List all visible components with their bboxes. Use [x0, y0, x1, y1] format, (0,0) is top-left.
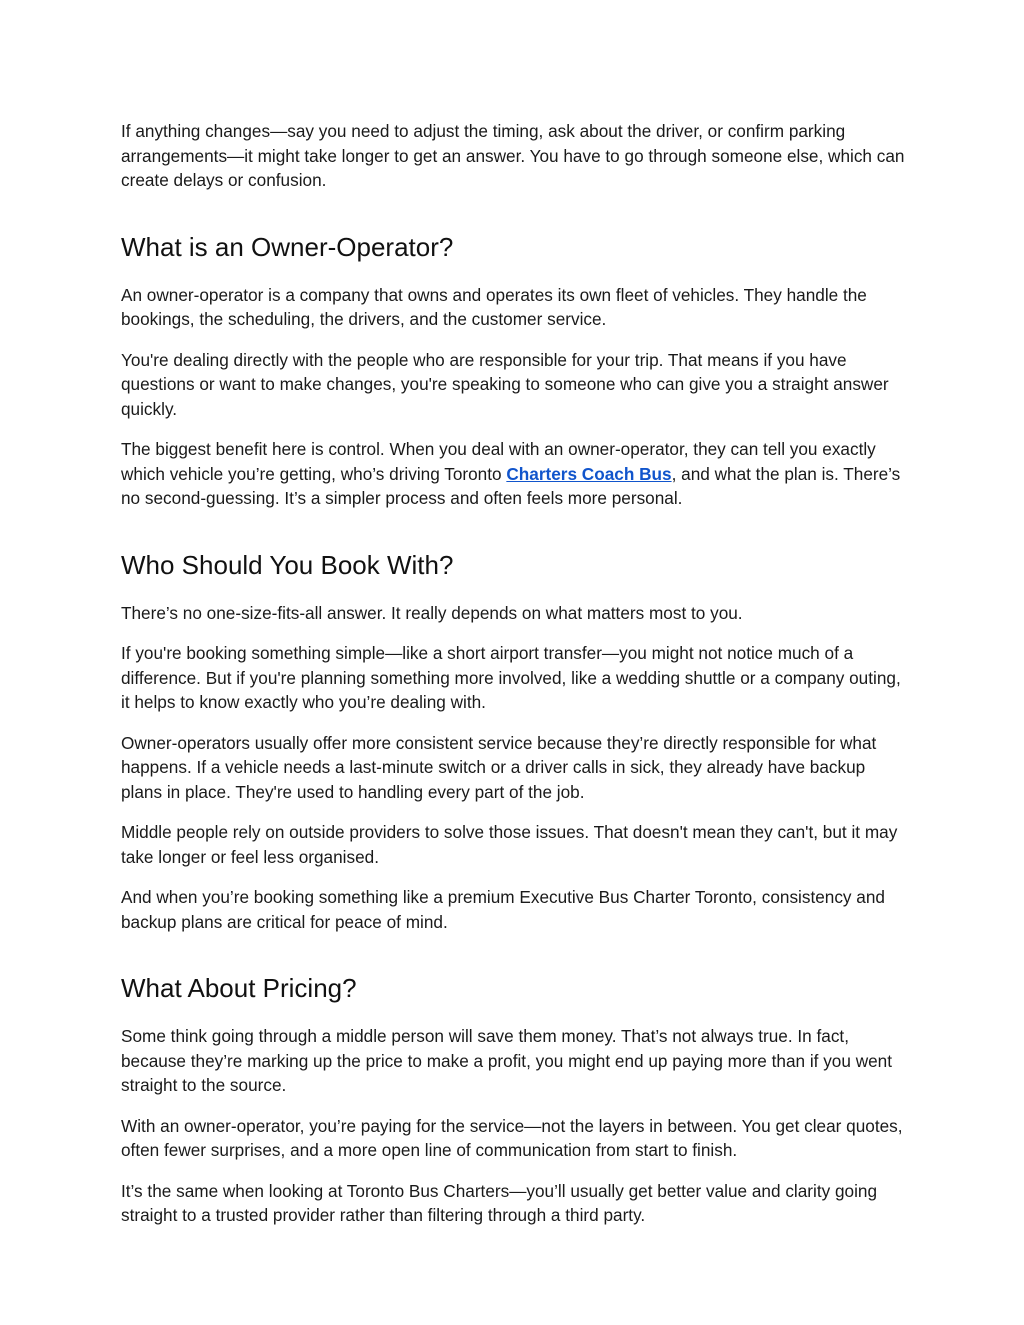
who-book-paragraph-4: Middle people rely on outside providers to solve those issues. That doesn't mean they can't, but it may take longer or feel less organised. — [121, 822, 898, 867]
pricing-paragraph-3: It’s the same when looking at Toronto Bus Charters—you’ll usually get better value and clarity going straight to a trusted provider rather than filtering through a third party. — [121, 1180, 878, 1225]
who-book-paragraph-1: There’s no one-size-fits-all answer. It really depends on what matters most to you. — [121, 602, 743, 623]
intro-paragraph: If anything changes—say you need to adjust the timing, ask about the driver, or confirm parking arrangements—it might take longer to get an answer. You have to go through someone else, which can create delays or confusion. — [121, 121, 905, 190]
pricing-paragraph-2: With an owner-operator, you’re paying for the service—not the layers in between. You get clear quotes, often fewer surprises, and a more open line of communication from start to finish. — [121, 1115, 903, 1160]
pricing-paragraph-1: Some think going through a middle person will save them money. That’s not always true. In fact, because they’re marking up the price to make a profit, you might end up paying more than if you went straight to the source. — [121, 1026, 893, 1095]
who-book-paragraph-5: And when you’re booking something like a premium Executive Bus Charter Toronto, consistency and backup plans are critical for peace of mind. — [121, 887, 885, 932]
charters-coach-bus-link[interactable]: Charters Coach Bus — [506, 463, 672, 484]
heading-pricing: What About Pricing? — [121, 973, 357, 1003]
document-page — [121, 119, 911, 1244]
owner-operator-paragraph-3 — [121, 437, 911, 511]
who-book-paragraph-3: Owner-operators usually offer more consistent service because they’re directly responsible for what happens. If a vehicle needs a last-minute switch or a driver calls in sick, they already have backup plans in place. They're used to handling every part of the job. — [121, 732, 877, 802]
heading-who-should-you-book: Who Should You Book With? — [121, 549, 454, 580]
paragraph-text: , and what the plan is. There’s no second-guessing. It’s a simpler process and often feels more personal. — [121, 463, 901, 508]
owner-operator-paragraph-2: You're dealing directly with the people who are responsible for your trip. That means if you have questions or want to make changes, you're speaking to someone who can give you a straight answer quickly. — [121, 349, 889, 419]
owner-operator-paragraph-1: An owner-operator is a company that owns and operates its own fleet of vehicles. They handle the bookings, the scheduling, the drivers, and the customer service. — [121, 284, 867, 329]
heading-owner-operator: What is an Owner-Operator? — [121, 231, 454, 262]
who-book-paragraph-2: If you're booking something simple—like a short airport transfer—you might not notice much of a difference. But if you're planning something more involved, like a wedding shuttle or a company outing, it helps to know exactly who you’re dealing with. — [121, 643, 901, 712]
paragraph-text: The biggest benefit here is control. When you deal with an owner-operator, they can tell you exactly which vehicle you’re getting, who’s driving Toronto — [121, 439, 876, 484]
